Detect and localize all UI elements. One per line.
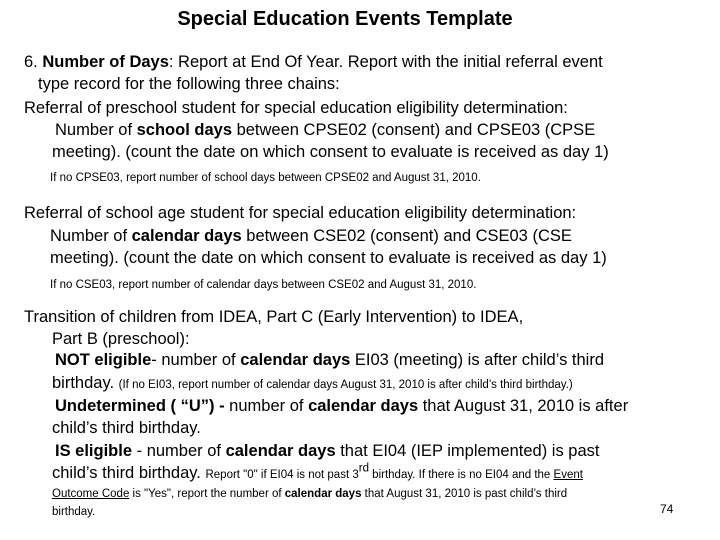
text-segment: Part B (preschool): [52, 330, 190, 348]
page-number: 74 [660, 502, 674, 516]
text-segment: (If no EI03, report number of calendar days August 31, 2010 is after child’s third birthday.) [118, 379, 573, 391]
text-segment: If no CPSE03, report number of school days between CPSE02 and August 31, 2010. [50, 172, 481, 184]
text-segment: school days [136, 121, 232, 139]
is-eligible-note-end [52, 500, 95, 522]
text-segment: Number of [50, 227, 132, 245]
text-segment: that August 31, 2010 is past child’s third [361, 488, 568, 500]
chain-preschool-heading [24, 98, 568, 118]
text-segment: 6. [24, 53, 43, 71]
is-eligible-rule [55, 441, 599, 461]
text-segment: calendar days [308, 397, 419, 415]
page-title: Special Education Events Template [177, 8, 513, 30]
not-eligible-rule [55, 350, 604, 370]
text-segment: that EI04 (IEP implemented) is past [335, 442, 600, 460]
text-segment: between CPSE02 (consent) and CPSE03 (CPSE [232, 121, 596, 139]
text-segment: child’s third birthday. [52, 464, 206, 482]
text-segment: - number of [151, 351, 241, 369]
undetermined-rule-cont [52, 418, 201, 438]
chain-transition-heading-cont [52, 329, 190, 349]
chain-school-age-rule [50, 226, 572, 246]
text-segment: EI03 (meeting) is after child’s third [350, 351, 605, 369]
text-segment: Undetermined ( “U”) - [55, 397, 225, 415]
text-segment: birthday. [52, 374, 119, 392]
chain-school-age-heading [24, 203, 576, 223]
text-segment: Event [553, 469, 583, 481]
text-segment: Report "0" if EI04 is not past 3 [205, 469, 359, 481]
text-segment: - number of [132, 442, 226, 460]
item-6-heading-cont [38, 74, 340, 94]
not-eligible-rule-cont [52, 373, 573, 395]
chain-school-age-rule-cont [50, 248, 607, 268]
text-segment: that August 31, 2010 is after [418, 397, 629, 415]
chain-preschool-note [50, 166, 481, 188]
text-segment: Number of [55, 121, 137, 139]
text-segment: meeting). (count the date on which consent to evaluate is received as day 1) [52, 143, 609, 161]
chain-preschool-rule [55, 120, 595, 140]
chain-preschool-rule-cont [52, 142, 609, 162]
text-segment: calendar days [225, 442, 336, 460]
item-6-heading [24, 52, 603, 72]
text-segment: child’s third birthday. [52, 419, 201, 437]
text-segment: Transition of children from IDEA, Part C (Early Intervention) to IDEA, [24, 308, 524, 326]
text-segment: Referral of preschool student for special education eligibility determination: [24, 99, 568, 117]
is-eligible-note [52, 482, 567, 504]
chain-transition-heading [24, 307, 523, 327]
text-segment: If no CSE03, report number of calendar days between CSE02 and August 31, 2010. [50, 279, 477, 291]
text-segment: NOT eligible [55, 351, 152, 369]
text-segment: birthday. [52, 506, 96, 518]
text-segment: rd [358, 462, 369, 475]
text-segment: meeting). (count the date on which consent to evaluate is received as day 1) [50, 249, 607, 267]
text-segment: Referral of school age student for special education eligibility determination: [24, 204, 577, 222]
text-segment: : Report at End Of Year. Report with the initial referral event [168, 53, 603, 71]
text-segment: birthday. If there is no EI04 and the [368, 469, 554, 481]
text-segment: Number of Days [42, 53, 169, 71]
undetermined-rule [55, 396, 628, 416]
text-segment: calendar days [240, 351, 351, 369]
text-segment: calendar days [131, 227, 242, 245]
text-segment: IS eligible [55, 442, 133, 460]
text-segment: Outcome Code [52, 488, 130, 500]
text-segment: number of [224, 397, 309, 415]
chain-school-age-note [50, 273, 476, 295]
text-segment: between CSE02 (consent) and CSE03 (CSE [241, 227, 572, 245]
text-segment: calendar days [284, 488, 362, 500]
text-segment: type record for the following three chains: [38, 75, 340, 93]
text-segment: is "Yes", report the number of [129, 488, 285, 500]
